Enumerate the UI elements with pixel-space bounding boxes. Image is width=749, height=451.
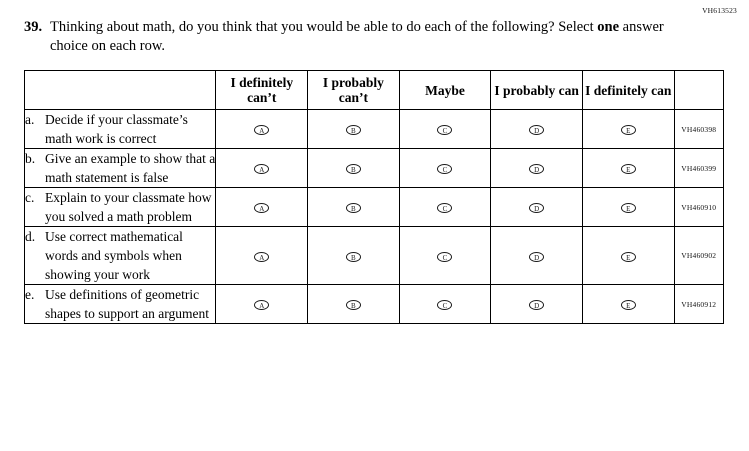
- question-text: [50, 18, 690, 56]
- bubble-letter-a[interactable]: A: [254, 125, 269, 135]
- radio-b-2[interactable]: [308, 149, 400, 188]
- grid-header-row: [25, 71, 724, 110]
- radio-b-1[interactable]: [216, 149, 308, 188]
- column-header-probably-cant: I probably can’t: [308, 71, 400, 110]
- column-header-definitely-can: I definitely can: [582, 71, 674, 110]
- column-header-maybe: Maybe: [399, 71, 491, 110]
- bubble-letter-d[interactable]: D: [529, 164, 544, 174]
- column-header-probably-can: I probably can: [491, 71, 583, 110]
- table-row: [25, 227, 724, 285]
- bubble-letter-a[interactable]: A: [254, 300, 269, 310]
- row-label-a: [25, 110, 216, 149]
- row-letter-c: c.: [25, 190, 35, 205]
- radio-c-5[interactable]: [582, 188, 674, 227]
- bubble-letter-c[interactable]: C: [437, 203, 452, 213]
- table-row: [25, 188, 724, 227]
- item-code-e: VH460912: [674, 285, 723, 324]
- column-header-item-code: [674, 71, 723, 110]
- bubble-letter-d[interactable]: D: [529, 300, 544, 310]
- bubble-letter-d[interactable]: D: [529, 203, 544, 213]
- question-text-part2: answer choice on each row.: [50, 19, 664, 54]
- radio-b-3[interactable]: [399, 149, 491, 188]
- row-letter-a: a.: [25, 112, 35, 127]
- bubble-letter-c[interactable]: C: [437, 164, 452, 174]
- radio-a-3[interactable]: [399, 110, 491, 149]
- column-header-definitely-cant: I definitely can’t: [216, 71, 308, 110]
- answer-grid: [24, 70, 724, 324]
- radio-a-5[interactable]: [582, 110, 674, 149]
- radio-e-4[interactable]: [491, 285, 583, 324]
- row-text-d: Use correct mathematical words and symbols when showing your work: [45, 229, 183, 282]
- radio-d-4[interactable]: [491, 227, 583, 285]
- bubble-letter-b[interactable]: B: [346, 252, 361, 262]
- radio-d-3[interactable]: [399, 227, 491, 285]
- item-code-b: VH460399: [674, 149, 723, 188]
- row-letter-b: b.: [25, 151, 36, 166]
- radio-c-3[interactable]: [399, 188, 491, 227]
- radio-a-1[interactable]: [216, 110, 308, 149]
- bubble-letter-d[interactable]: D: [529, 125, 544, 135]
- radio-c-1[interactable]: [216, 188, 308, 227]
- bubble-letter-b[interactable]: B: [346, 203, 361, 213]
- row-text-e: Use definitions of geometric shapes to support an argument: [45, 287, 209, 321]
- question-stem: [24, 18, 704, 56]
- row-text-a: Decide if your classmate’s math work is correct: [45, 112, 188, 146]
- question-text-part1: Thinking about math, do you think that you would be able to do each of the following? Select: [50, 19, 598, 35]
- bubble-letter-b[interactable]: B: [346, 164, 361, 174]
- radio-b-5[interactable]: [582, 149, 674, 188]
- radio-e-2[interactable]: [308, 285, 400, 324]
- item-code-a: VH460398: [674, 110, 723, 149]
- row-label-d: [25, 227, 216, 285]
- radio-e-3[interactable]: [399, 285, 491, 324]
- row-label-b: [25, 149, 216, 188]
- column-header-statement: [25, 71, 216, 110]
- row-letter-e: e.: [25, 287, 35, 302]
- item-code-c: VH460910: [674, 188, 723, 227]
- bubble-letter-b[interactable]: B: [346, 300, 361, 310]
- bubble-letter-c[interactable]: C: [437, 300, 452, 310]
- bubble-letter-a[interactable]: A: [254, 203, 269, 213]
- bubble-letter-c[interactable]: C: [437, 125, 452, 135]
- row-text-c: Explain to your classmate how you solved a math problem: [45, 190, 212, 224]
- radio-a-2[interactable]: [308, 110, 400, 149]
- radio-c-4[interactable]: [491, 188, 583, 227]
- bubble-letter-e[interactable]: E: [621, 125, 636, 135]
- table-row: [25, 110, 724, 149]
- radio-d-1[interactable]: [216, 227, 308, 285]
- row-letter-d: d.: [25, 229, 36, 244]
- radio-e-1[interactable]: [216, 285, 308, 324]
- bubble-letter-e[interactable]: E: [621, 252, 636, 262]
- table-row: [25, 285, 724, 324]
- bubble-letter-d[interactable]: D: [529, 252, 544, 262]
- bubble-letter-c[interactable]: C: [437, 252, 452, 262]
- bubble-letter-a[interactable]: A: [254, 164, 269, 174]
- radio-d-2[interactable]: [308, 227, 400, 285]
- bubble-letter-e[interactable]: E: [621, 164, 636, 174]
- form-id-label: VH613523: [702, 6, 737, 15]
- question-text-emphasis: one: [597, 19, 620, 35]
- bubble-letter-e[interactable]: E: [621, 203, 636, 213]
- radio-b-4[interactable]: [491, 149, 583, 188]
- row-label-c: [25, 188, 216, 227]
- bubble-letter-e[interactable]: E: [621, 300, 636, 310]
- item-code-d: VH460902: [674, 227, 723, 285]
- radio-d-5[interactable]: [582, 227, 674, 285]
- table-row: [25, 149, 724, 188]
- row-label-e: [25, 285, 216, 324]
- radio-c-2[interactable]: [308, 188, 400, 227]
- row-text-b: Give an example to show that a math statement is false: [45, 151, 216, 185]
- question-number: 39.: [24, 19, 43, 35]
- bubble-letter-b[interactable]: B: [346, 125, 361, 135]
- radio-e-5[interactable]: [582, 285, 674, 324]
- bubble-letter-a[interactable]: A: [254, 252, 269, 262]
- radio-a-4[interactable]: [491, 110, 583, 149]
